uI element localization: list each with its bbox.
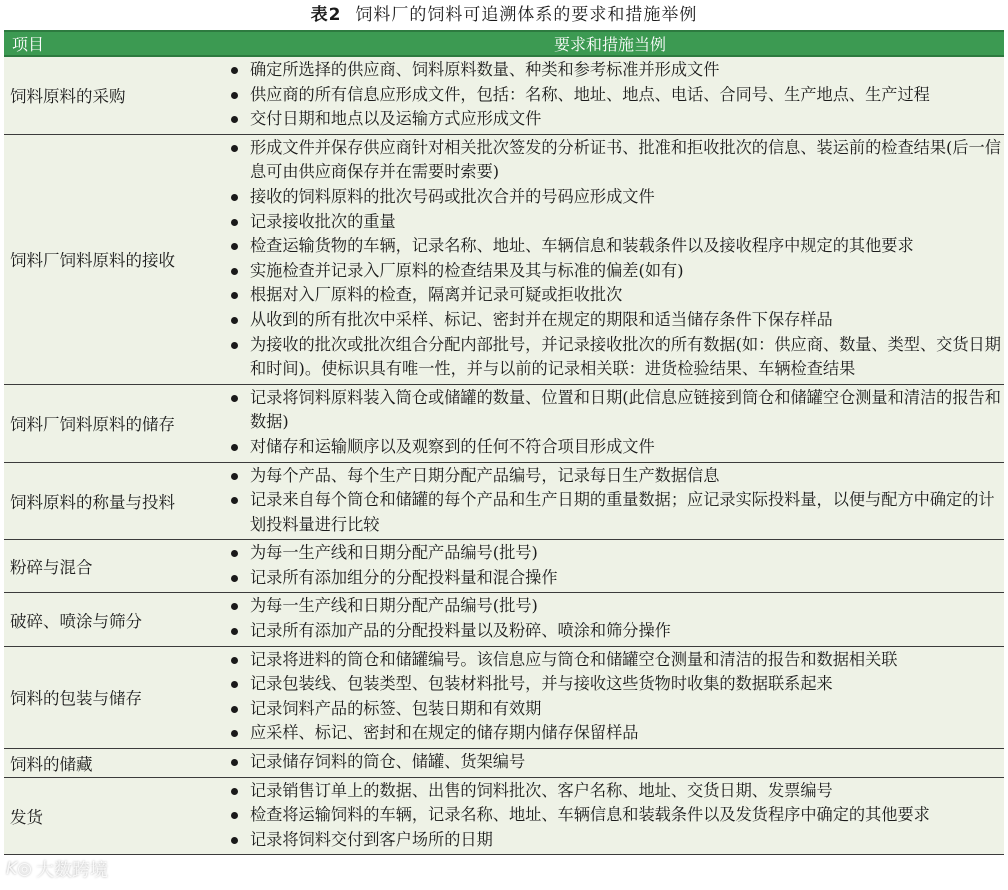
requirements-list xyxy=(216,593,1002,645)
row-requirements xyxy=(216,777,1004,855)
row-requirements xyxy=(216,646,1004,748)
requirement-item: 检查将运输饲料的车辆，记录名称、地址、车辆信息和装载条件以及发货程序中确定的其他要求 xyxy=(216,803,1002,828)
requirements-list xyxy=(216,749,1002,777)
table-row xyxy=(4,540,1004,593)
table-row xyxy=(4,134,1004,384)
requirement-item: 从收到的所有批次中采样、标记、密封并在规定的期限和适当储存条件下保存样品 xyxy=(216,308,1002,333)
watermark xyxy=(6,856,108,882)
requirements-list xyxy=(216,647,1002,748)
row-requirements xyxy=(216,593,1004,646)
requirement-item: 应采样、标记、密封和在规定的储存期内储存保留样品 xyxy=(216,721,1002,746)
requirements-list xyxy=(216,463,1002,540)
requirement-item: 记录所有添加产品的分配投料量以及粉碎、喷涂和筛分操作 xyxy=(216,619,1002,644)
requirement-item: 根据对入厂原料的检查，隔离并记录可疑或拒收批次 xyxy=(216,283,1002,308)
table-row xyxy=(4,646,1004,748)
row-item-label: 发货 xyxy=(4,777,216,855)
requirements-list xyxy=(216,385,1002,462)
table-header-row xyxy=(4,31,1004,56)
requirement-item: 对储存和运输顺序以及观察到的任何不符合项目形成文件 xyxy=(216,435,1002,460)
row-requirements xyxy=(216,56,1004,134)
watermark-text: 大数跨境 xyxy=(35,860,108,881)
requirement-item: 确定所选择的供应商、饲料原料数量、种类和参考标准并形成文件 xyxy=(216,58,1002,83)
requirement-item: 供应商的所有信息应形成文件，包括：名称、地址、地点、电话、合同号、生产地点、生产过程 xyxy=(216,83,1002,108)
requirements-list xyxy=(216,135,1002,384)
requirement-item: 记录包装线、包装类型、包装材料批号，并与接收这些货物时收集的数据联系起来 xyxy=(216,672,1002,697)
requirement-item: 记录来自每个筒仓和储罐的每个产品和生产日期的重量数据；应记录实际投料量，以便与配方中确定的计划投料量进行比较 xyxy=(216,488,1002,537)
row-requirements xyxy=(216,540,1004,593)
row-item-label: 饲料原料的称量与投料 xyxy=(4,462,216,540)
row-requirements xyxy=(216,749,1004,778)
table-row xyxy=(4,749,1004,778)
row-item-label: 饲料厂饲料原料的接收 xyxy=(4,134,216,384)
requirement-item: 记录销售订单上的数据、出售的饲料批次、客户名称、地址、交货日期、发票编号 xyxy=(216,779,1002,804)
row-requirements xyxy=(216,134,1004,384)
requirement-item: 记录将饲料交付到客户场所的日期 xyxy=(216,828,1002,853)
requirement-item: 记录饲料产品的标签、包装日期和有效期 xyxy=(216,697,1002,722)
header-item: 项目 xyxy=(4,31,216,56)
row-requirements xyxy=(216,462,1004,540)
requirement-item: 检查运输货物的车辆，记录名称、地址、车辆信息和装载条件以及接收程序中规定的其他要求 xyxy=(216,234,1002,259)
requirement-item: 接收的饲料原料的批次号码或批次合并的号码应形成文件 xyxy=(216,185,1002,210)
header-requirements: 要求和措施当例 xyxy=(216,31,1004,56)
row-item-label: 饲料的包装与储存 xyxy=(4,646,216,748)
table-caption xyxy=(0,0,1008,30)
requirement-item: 实施检查并记录入厂原料的检查结果及其与标准的偏差(如有) xyxy=(216,259,1002,284)
requirement-item: 为每个产品、每个生产日期分配产品编号，记录每日生产数据信息 xyxy=(216,464,1002,489)
requirement-item: 记录将饲料原料装入筒仓或储罐的数量、位置和日期(此信息应链接到筒仓和储罐空仓测量和清洁的报告和数据) xyxy=(216,386,1002,435)
requirement-item: 记录接收批次的重量 xyxy=(216,210,1002,235)
requirement-item: 形成文件并保存供应商针对相关批次签发的分析证书、批准和拒收批次的信息、装运前的检查结果(后一信息可由供应商保存并在需要时索要) xyxy=(216,136,1002,185)
row-item-label: 饲料厂饲料原料的储存 xyxy=(4,384,216,462)
requirement-item: 为每一生产线和日期分配产品编号(批号) xyxy=(216,541,1002,566)
row-requirements xyxy=(216,384,1004,462)
requirements-list xyxy=(216,540,1002,592)
requirements-list xyxy=(216,57,1002,134)
requirement-item: 为每一生产线和日期分配产品编号(批号) xyxy=(216,594,1002,619)
row-item-label: 饲料原料的采购 xyxy=(4,56,216,134)
table-title: 饲料厂的饲料可追溯体系的要求和措施举例 xyxy=(355,5,698,25)
table-row xyxy=(4,56,1004,134)
table-row xyxy=(4,593,1004,646)
row-item-label: 饲料的储藏 xyxy=(4,749,216,778)
table-number: 表2 xyxy=(310,5,342,25)
requirement-item: 记录将进料的筒仓和储罐编号。该信息应与筒仓和储罐空仓测量和清洁的报告和数据相关联 xyxy=(216,648,1002,673)
requirement-item: 记录储存饲料的筒仓、储罐、货架编号 xyxy=(216,750,1002,775)
requirements-list xyxy=(216,778,1002,855)
row-item-label: 破碎、喷涂与筛分 xyxy=(4,593,216,646)
requirement-item: 记录所有添加组分的分配投料量和混合操作 xyxy=(216,566,1002,591)
traceability-table xyxy=(4,30,1004,855)
requirement-item: 为接收的批次或批次组合分配内部批号，并记录接收批次的所有数据(如：供应商、数量、类型、交货日期和时间)。使标识具有唯一性，并与以前的记录相关联：进货检验结果、车辆检查结果 xyxy=(216,333,1002,382)
watermark-logo-icon: K◎ xyxy=(6,859,32,879)
table-row xyxy=(4,384,1004,462)
table-row xyxy=(4,462,1004,540)
requirement-item: 交付日期和地点以及运输方式应形成文件 xyxy=(216,107,1002,132)
table-row xyxy=(4,777,1004,855)
row-item-label: 粉碎与混合 xyxy=(4,540,216,593)
